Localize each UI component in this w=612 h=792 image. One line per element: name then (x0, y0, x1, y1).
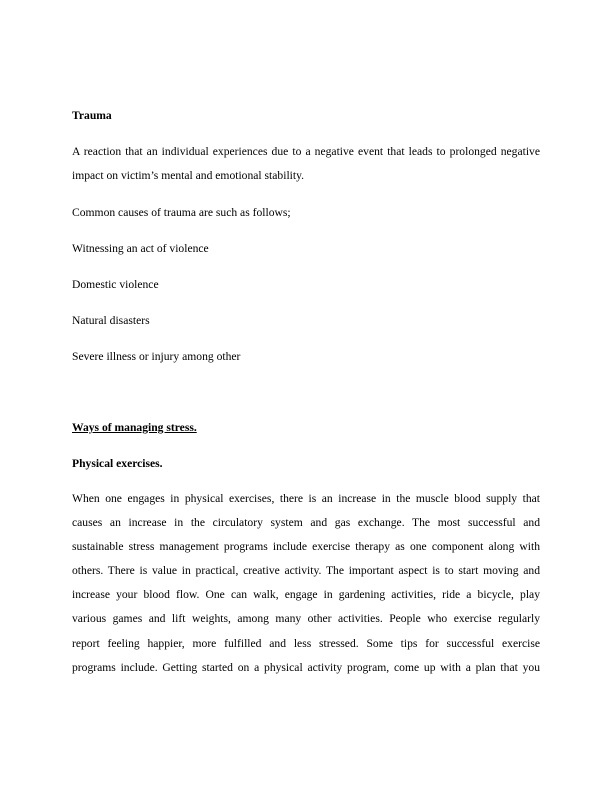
paragraph-line: various games and lift weights, among many other activities. People who exercise regularly (72, 612, 540, 626)
paragraph-line: increase your blood flow. One can walk, engage in gardening activities, ride a bicycle, play (72, 588, 540, 602)
trauma-definition-line: A reaction that an individual experiences due to a negative event that leads to prolonged negative (72, 145, 540, 158)
trauma-cause-item: Witnessing an act of violence (72, 242, 209, 255)
exercise-subheading: Physical exercises. (72, 457, 163, 470)
trauma-cause-item: Severe illness or injury among other (72, 350, 241, 363)
trauma-causes-intro: Common causes of trauma are such as follows; (72, 206, 291, 219)
trauma-cause-item: Natural disasters (72, 314, 150, 327)
paragraph-line: When one engages in physical exercises, there is an increase in the muscle blood supply that (72, 492, 540, 505)
exercise-paragraph (72, 492, 540, 685)
trauma-cause-item: Domestic violence (72, 278, 159, 291)
paragraph-line: programs include. Getting started on a physical activity program, come up with a plan that you (72, 660, 540, 674)
trauma-definition-line: impact on victim’s mental and emotional stability. (72, 169, 305, 183)
paragraph-line: others. There is value in practical, creative activity. The important aspect is to start moving and (72, 564, 540, 578)
paragraph-line: causes an increase in the circulatory system and gas exchange. The most successful and (72, 516, 540, 530)
trauma-heading: Trauma (72, 109, 112, 122)
trauma-definition (72, 145, 540, 193)
paragraph-line: sustainable stress management programs include exercise therapy as one component along with (72, 540, 540, 554)
stress-heading: Ways of managing stress. (72, 421, 197, 434)
paragraph-line: report feeling happier, more fulfilled and less stressed. Some tips for successful exercise (72, 636, 540, 650)
